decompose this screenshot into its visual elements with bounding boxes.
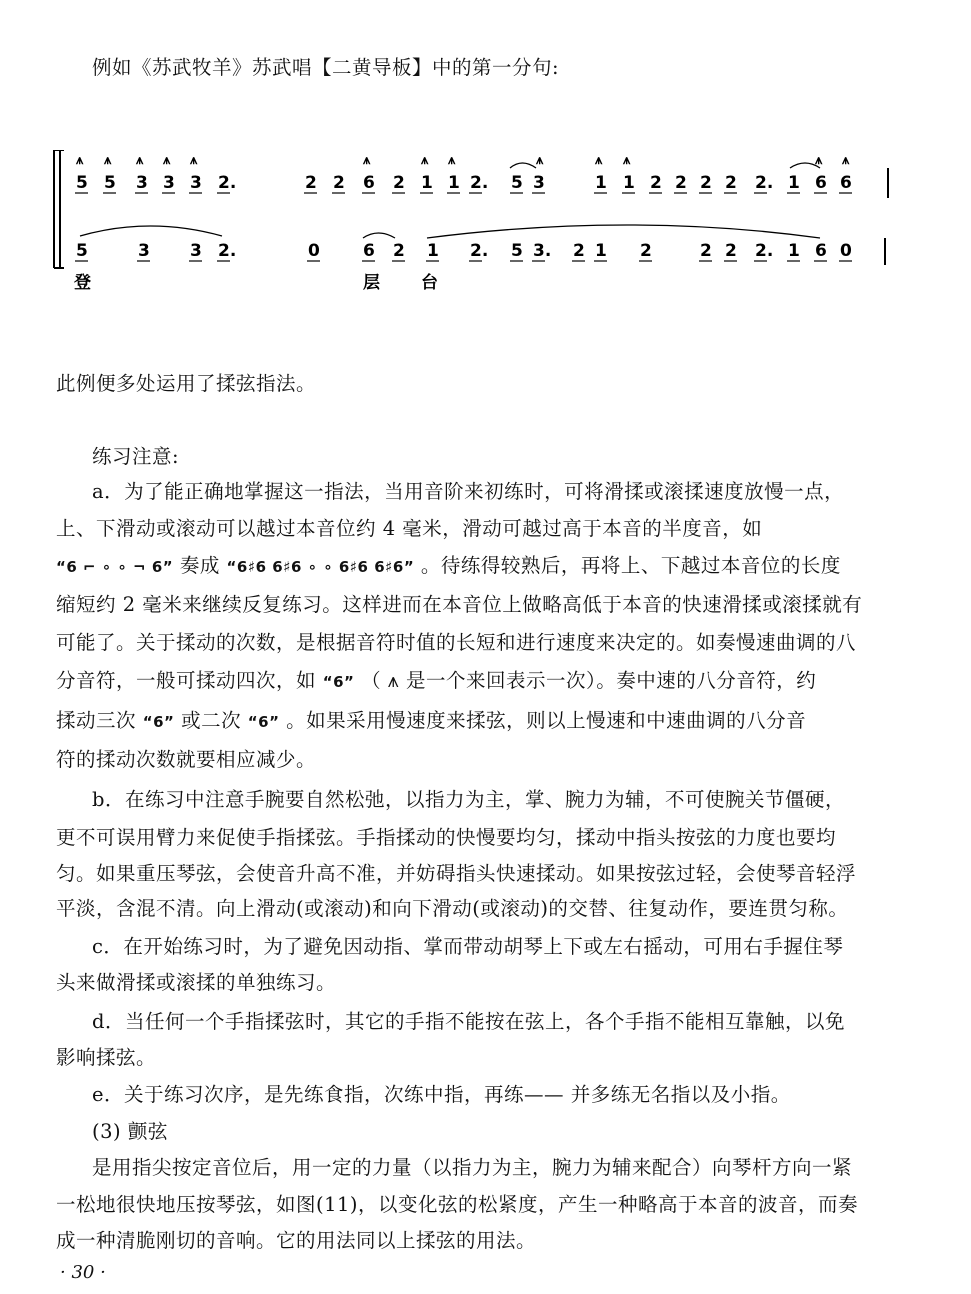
lower-note-17: 1 bbox=[788, 241, 800, 261]
lower-note-9: 5 bbox=[511, 241, 523, 261]
para-a-6-paren: （ bbox=[361, 669, 382, 692]
para-a-6-start: 分音符，一般可揉动四次，如 bbox=[56, 669, 317, 692]
notes-heading: 练习注意: bbox=[92, 445, 180, 468]
lower-note-18: 6 bbox=[815, 241, 827, 261]
lower-note-8: 2. bbox=[470, 241, 489, 261]
upper-note-19: 2 bbox=[700, 173, 712, 193]
score-bracket bbox=[54, 150, 64, 268]
upper-note-2: 3 bbox=[136, 173, 148, 193]
section-3-heading: (3) 颤弦 bbox=[92, 1120, 168, 1143]
page-number: · 30 · bbox=[60, 1262, 106, 1283]
lower-note-2: 3 bbox=[190, 241, 202, 261]
played-as-label: 奏成 bbox=[179, 554, 220, 577]
vibrato-mark-6: ⩚ bbox=[421, 153, 429, 168]
upper-note-24: 6 bbox=[840, 173, 852, 193]
upper-note-6: 2 bbox=[305, 173, 317, 193]
para-a-6 bbox=[56, 665, 816, 693]
lower-note-4: 0 bbox=[308, 241, 320, 261]
upper-note-18: 2 bbox=[675, 173, 687, 193]
vibrato-mark-9: ⩚ bbox=[595, 153, 603, 168]
upper-note-1: 5 bbox=[104, 173, 116, 193]
lower-note-12: 1 bbox=[595, 241, 607, 261]
vibrato-mark-11: ⩚ bbox=[815, 153, 823, 168]
para-a-7-mid: 或二次 bbox=[181, 709, 242, 732]
music-score bbox=[50, 150, 910, 300]
para-a-1: a．为了能正确地掌握这一指法，当用音阶来初练时，可将滑揉或滚揉速度放慢一点， bbox=[92, 480, 845, 503]
para-a-6-rest: 是一个来回表示一次）。奏中速的八分音符，约 bbox=[406, 669, 817, 692]
para-e: e．关于练习次序，是先练食指，次练中指，再练—— 并多练无名指以及小指。 bbox=[92, 1083, 791, 1106]
vibrato-mark-1: ⩚ bbox=[104, 153, 112, 168]
vibrato-mark-icon: ⩚ bbox=[387, 669, 400, 692]
vibrato-mark-2: ⩚ bbox=[136, 153, 144, 168]
para-a-3 bbox=[56, 550, 841, 578]
para-a-8: 符的揉动次数就要相应减少。 bbox=[56, 748, 317, 771]
lower-note-7: 1 bbox=[427, 241, 439, 261]
upper-note-23: 6 bbox=[815, 173, 827, 193]
vibrato-mark-12: ⩚ bbox=[842, 153, 850, 168]
lower-note-15: 2 bbox=[725, 241, 737, 261]
para-a-7-start: 揉动三次 bbox=[56, 709, 137, 732]
upper-note-10: 1 bbox=[421, 173, 433, 193]
para-d-2: 影响揉弦。 bbox=[56, 1046, 157, 1069]
upper-note-4: 3 bbox=[190, 173, 202, 193]
four-vibrato-note: “6” bbox=[322, 672, 355, 691]
upper-note-13: 5 bbox=[511, 173, 523, 193]
para-a-2: 上、下滑动或滚动可以越过本音位约 4 毫米，滑动可越过高于本音的半度音，如 bbox=[56, 517, 763, 540]
para-a-7-rest: 。如果采用慢速度来揉弦，则以上慢速和中速曲调的八分音 bbox=[286, 709, 807, 732]
lower-note-10: 3. bbox=[533, 241, 552, 261]
para-c-1: c．在开始练习时，为了避免因动指、掌而带动胡琴上下或左右摇动，可用右手握住琴 bbox=[92, 935, 844, 958]
lower-note-19: 0 bbox=[840, 241, 852, 261]
para-tremolo-3: 成一种清脆刚切的音响。它的用法同以上揉弦的用法。 bbox=[56, 1229, 537, 1252]
para-a-4: 缩短约 2 毫米来继续反复练习。这样进而在本音位上做略高低于本音的快速滑揉或滚揉就有 bbox=[56, 593, 863, 616]
upper-note-7: 2 bbox=[333, 173, 345, 193]
upper-note-9: 2 bbox=[393, 173, 405, 193]
upper-note-5: 2. bbox=[218, 173, 237, 193]
upper-note-16: 1 bbox=[623, 173, 635, 193]
para-tremolo-2: 一松地很快地压按琴弦，如图(11)，以变化弦的松紧度，产生一种略高于本音的波音，而奏 bbox=[56, 1193, 859, 1216]
para-b-2: 更不可误用臂力来促使手指揉弦。手指揉动的快慢要均匀，揉动中指头按弦的力度也要均 bbox=[56, 826, 837, 849]
upper-note-11: 1 bbox=[448, 173, 460, 193]
vibrato-mark-8: ⩚ bbox=[536, 153, 544, 168]
upper-note-14: 3 bbox=[533, 173, 545, 193]
upper-note-21: 2. bbox=[755, 173, 774, 193]
lower-note-13: 2 bbox=[640, 241, 652, 261]
slur-2 bbox=[363, 233, 395, 238]
lower-note-14: 2 bbox=[700, 241, 712, 261]
vibrato-mark-10: ⩚ bbox=[623, 153, 631, 168]
lower-note-3: 2. bbox=[218, 241, 237, 261]
score-svg bbox=[50, 150, 910, 300]
para-b-1: b．在练习中注意手腕要自然松弛，以指力为主，掌、腕力为辅，不可使腕关节僵硬， bbox=[92, 788, 845, 811]
para-a-5: 可能了。关于揉动的次数，是根据音符时值的长短和进行速度来决定的。如奏慢速曲调的八 bbox=[56, 631, 857, 654]
para-a-3-rest: 。待练得较熟后，再将上、下越过本音位的长度 bbox=[420, 554, 841, 577]
upper-note-17: 2 bbox=[650, 173, 662, 193]
vibrato-mark-4: ⩚ bbox=[190, 153, 198, 168]
para-b-4: 平淡，含混不清。向上滑动(或滚动)和向下滑动(或滚动)的交替、往复动作，要连贯匀称。 bbox=[56, 897, 849, 920]
three-vibrato-note: “6” bbox=[142, 712, 175, 731]
lyric-2: 台 bbox=[421, 273, 438, 293]
example-played-note: “6♯6 6♯6 ∘ ∘ 6♯6 6♯6” bbox=[226, 557, 415, 576]
after-score-line: 此例便多处运用了揉弦指法。 bbox=[56, 372, 317, 395]
para-a-7 bbox=[56, 705, 806, 733]
vibrato-mark-3: ⩚ bbox=[163, 153, 171, 168]
para-tremolo-1: 是用指尖按定音位后，用一定的力量（以指力为主，腕力为辅来配合）向琴杆方向一紧 bbox=[92, 1156, 853, 1179]
intro-line: 例如《苏武牧羊》苏武唱【二黄导板】中的第一分句: bbox=[92, 56, 560, 79]
slur-4 bbox=[510, 163, 536, 168]
para-b-3: 匀。如果重压琴弦，会使音升高不准，并妨碍指头快速揉动。如果按弦过轻，会使琴音轻浮 bbox=[56, 862, 857, 885]
para-d-1: d．当任何一个手指揉弦时，其它的手指不能按在弦上，各个手指不能相互靠触，以免 bbox=[92, 1010, 845, 1033]
lower-note-11: 2 bbox=[573, 241, 585, 261]
upper-note-8: 6 bbox=[363, 173, 375, 193]
lower-note-1: 3 bbox=[138, 241, 150, 261]
upper-note-3: 3 bbox=[163, 173, 175, 193]
slur-3 bbox=[427, 225, 820, 238]
lower-note-6: 2 bbox=[393, 241, 405, 261]
lower-note-0: 5 bbox=[76, 241, 88, 261]
lyric-1: 层 bbox=[363, 273, 380, 293]
para-c-2: 头来做滑揉或滚揉的单独练习。 bbox=[56, 971, 337, 994]
vibrato-mark-5: ⩚ bbox=[363, 153, 371, 168]
upper-note-22: 1 bbox=[788, 173, 800, 193]
example-open-note: “6 ⌐ ∘ ∘ ¬ 6” bbox=[56, 557, 174, 576]
upper-note-0: 5 bbox=[76, 173, 88, 193]
vibrato-mark-7: ⩚ bbox=[448, 153, 456, 168]
slur-1 bbox=[80, 226, 222, 236]
upper-note-20: 2 bbox=[725, 173, 737, 193]
lower-note-16: 2. bbox=[755, 241, 774, 261]
upper-note-12: 2. bbox=[470, 173, 489, 193]
lyric-0: 登 bbox=[74, 273, 91, 293]
vibrato-mark-0: ⩚ bbox=[76, 153, 84, 168]
two-vibrato-note: “6” bbox=[247, 712, 280, 731]
upper-note-15: 1 bbox=[595, 173, 607, 193]
lower-note-5: 6 bbox=[363, 241, 375, 261]
